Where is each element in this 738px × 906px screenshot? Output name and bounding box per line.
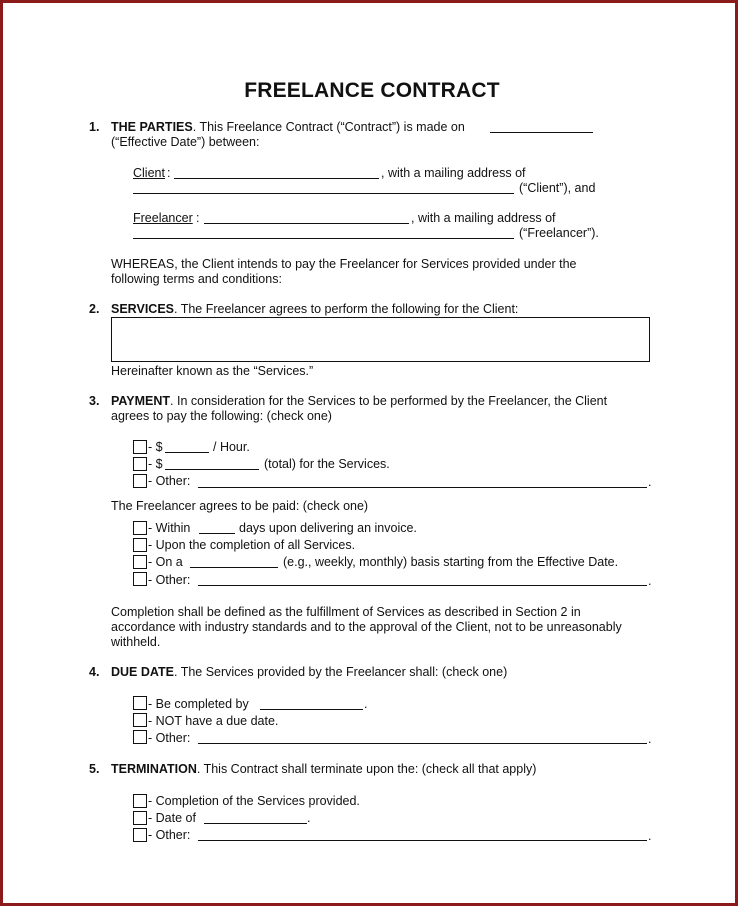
pay-other-checkbox[interactable] bbox=[133, 474, 147, 488]
section-2-heading: SERVICES bbox=[111, 302, 174, 316]
section-2-text: . The Freelancer agrees to perform the following for the Client: bbox=[174, 302, 519, 316]
term-other-field[interactable] bbox=[198, 840, 647, 841]
section-2-intro bbox=[111, 302, 518, 317]
pay-total-label-a: - $ bbox=[148, 457, 163, 471]
term-completion-label: - Completion of the Services provided. bbox=[148, 794, 360, 808]
section-5-intro bbox=[111, 762, 536, 777]
basis-period-field[interactable] bbox=[190, 567, 278, 568]
due-by-period: . bbox=[364, 697, 368, 711]
due-other-field[interactable] bbox=[198, 743, 647, 744]
pay-hourly-checkbox[interactable] bbox=[133, 440, 147, 454]
term-completion-checkbox[interactable] bbox=[133, 794, 147, 808]
paid-basis-label-b: (e.g., weekly, monthly) basis starting from the Effective Date. bbox=[283, 555, 619, 569]
term-date-field[interactable] bbox=[204, 823, 307, 824]
section-3-text-2: agrees to pay the following: (check one) bbox=[111, 409, 332, 423]
due-by-checkbox[interactable] bbox=[133, 696, 147, 710]
pay-other-field[interactable] bbox=[198, 487, 647, 488]
freelancer-label: Freelancer bbox=[133, 211, 193, 225]
section-3-number: 3. bbox=[89, 394, 100, 408]
section-2-number: 2. bbox=[89, 302, 100, 316]
freelancer-name-field[interactable] bbox=[204, 223, 409, 224]
term-other-checkbox[interactable] bbox=[133, 828, 147, 842]
term-other-label: - Other: bbox=[148, 828, 191, 842]
due-other-checkbox[interactable] bbox=[133, 730, 147, 744]
paid-within-label-a: - Within bbox=[148, 521, 191, 535]
section-4-text: . The Services provided by the Freelancer shall: (check one) bbox=[173, 665, 508, 679]
paid-other-period: . bbox=[648, 574, 652, 588]
paid-within-checkbox[interactable] bbox=[133, 521, 147, 535]
section-5-number: 5. bbox=[89, 762, 100, 776]
paid-within-label-b: days upon delivering an invoice. bbox=[239, 521, 417, 535]
freelancer-colon: : bbox=[196, 211, 200, 225]
pay-total-label-b: (total) for the Services. bbox=[264, 457, 390, 471]
client-colon: : bbox=[167, 166, 171, 180]
section-3-intro bbox=[111, 394, 607, 409]
completion-line-3: withheld. bbox=[111, 635, 161, 649]
section-1-intro bbox=[111, 120, 465, 135]
freelancer-end-label: (“Freelancer”). bbox=[519, 226, 599, 240]
paid-other-field[interactable] bbox=[198, 585, 647, 586]
whereas-line-2: following terms and conditions: bbox=[111, 272, 282, 286]
completion-line-2: accordance with industry standards and to the approval of the Client, not to be unreasonably bbox=[111, 620, 622, 634]
due-other-label: - Other: bbox=[148, 731, 191, 745]
client-address-label: , with a mailing address of bbox=[381, 166, 526, 180]
pay-other-period: . bbox=[648, 475, 652, 489]
section-4-heading: DUE DATE bbox=[111, 665, 174, 679]
pay-other-label: - Other: bbox=[148, 474, 191, 488]
whereas-line-1: WHEREAS, the Client intends to pay the Freelancer for Services provided under the bbox=[111, 257, 577, 271]
no-due-date-checkbox[interactable] bbox=[133, 713, 147, 727]
services-after-text: Hereinafter known as the “Services.” bbox=[111, 364, 314, 378]
no-due-date-label: - NOT have a due date. bbox=[148, 714, 279, 728]
due-by-label: - Be completed by bbox=[148, 697, 249, 711]
pay-hourly-label-a: - $ bbox=[148, 440, 163, 454]
client-name-field[interactable] bbox=[174, 178, 379, 179]
section-4-intro bbox=[111, 665, 507, 680]
section-1-intro-text: . This Freelance Contract (“Contract”) is made on bbox=[192, 120, 465, 134]
freelancer-address-label: , with a mailing address of bbox=[411, 211, 556, 225]
paid-intro-text: The Freelancer agrees to be paid: (check one) bbox=[111, 499, 369, 513]
section-3-text-1: . In consideration for the Services to be performed by the Freelancer, the Client bbox=[170, 394, 608, 408]
paid-upon-checkbox[interactable] bbox=[133, 538, 147, 552]
paid-other-label: - Other: bbox=[148, 573, 191, 587]
due-date-field[interactable] bbox=[260, 709, 363, 710]
hourly-rate-field[interactable] bbox=[165, 452, 209, 453]
paid-basis-label-a: - On a bbox=[148, 555, 183, 569]
pay-total-checkbox[interactable] bbox=[133, 457, 147, 471]
effective-date-field[interactable] bbox=[490, 132, 593, 133]
total-amount-field[interactable] bbox=[165, 469, 259, 470]
term-date-period: . bbox=[307, 811, 311, 825]
paid-basis-checkbox[interactable] bbox=[133, 555, 147, 569]
term-date-checkbox[interactable] bbox=[133, 811, 147, 825]
term-date-label: - Date of bbox=[148, 811, 196, 825]
section-5-text: . This Contract shall terminate upon the: (check all that apply) bbox=[196, 762, 537, 776]
document-title: FREELANCE CONTRACT bbox=[244, 79, 500, 102]
section-1-heading: THE PARTIES bbox=[111, 120, 193, 134]
section-1-number: 1. bbox=[89, 120, 100, 134]
freelancer-address-field[interactable] bbox=[133, 238, 514, 239]
within-days-field[interactable] bbox=[199, 533, 235, 534]
pay-hourly-label-b: / Hour. bbox=[213, 440, 250, 454]
client-end-label: (“Client”), and bbox=[519, 181, 596, 195]
section-1-intro-2: (“Effective Date”) between: bbox=[111, 135, 260, 149]
paid-upon-label: - Upon the completion of all Services. bbox=[148, 538, 356, 552]
client-label: Client bbox=[133, 166, 165, 180]
section-3-heading: PAYMENT bbox=[111, 394, 171, 408]
section-4-number: 4. bbox=[89, 665, 100, 679]
services-description-field[interactable] bbox=[111, 317, 650, 362]
due-other-period: . bbox=[648, 732, 652, 746]
term-other-period: . bbox=[648, 829, 652, 843]
section-5-heading: TERMINATION bbox=[111, 762, 197, 776]
completion-line-1: Completion shall be defined as the fulfillment of Services as described in Section 2 in bbox=[111, 605, 581, 619]
client-address-field[interactable] bbox=[133, 193, 514, 194]
paid-other-checkbox[interactable] bbox=[133, 572, 147, 586]
